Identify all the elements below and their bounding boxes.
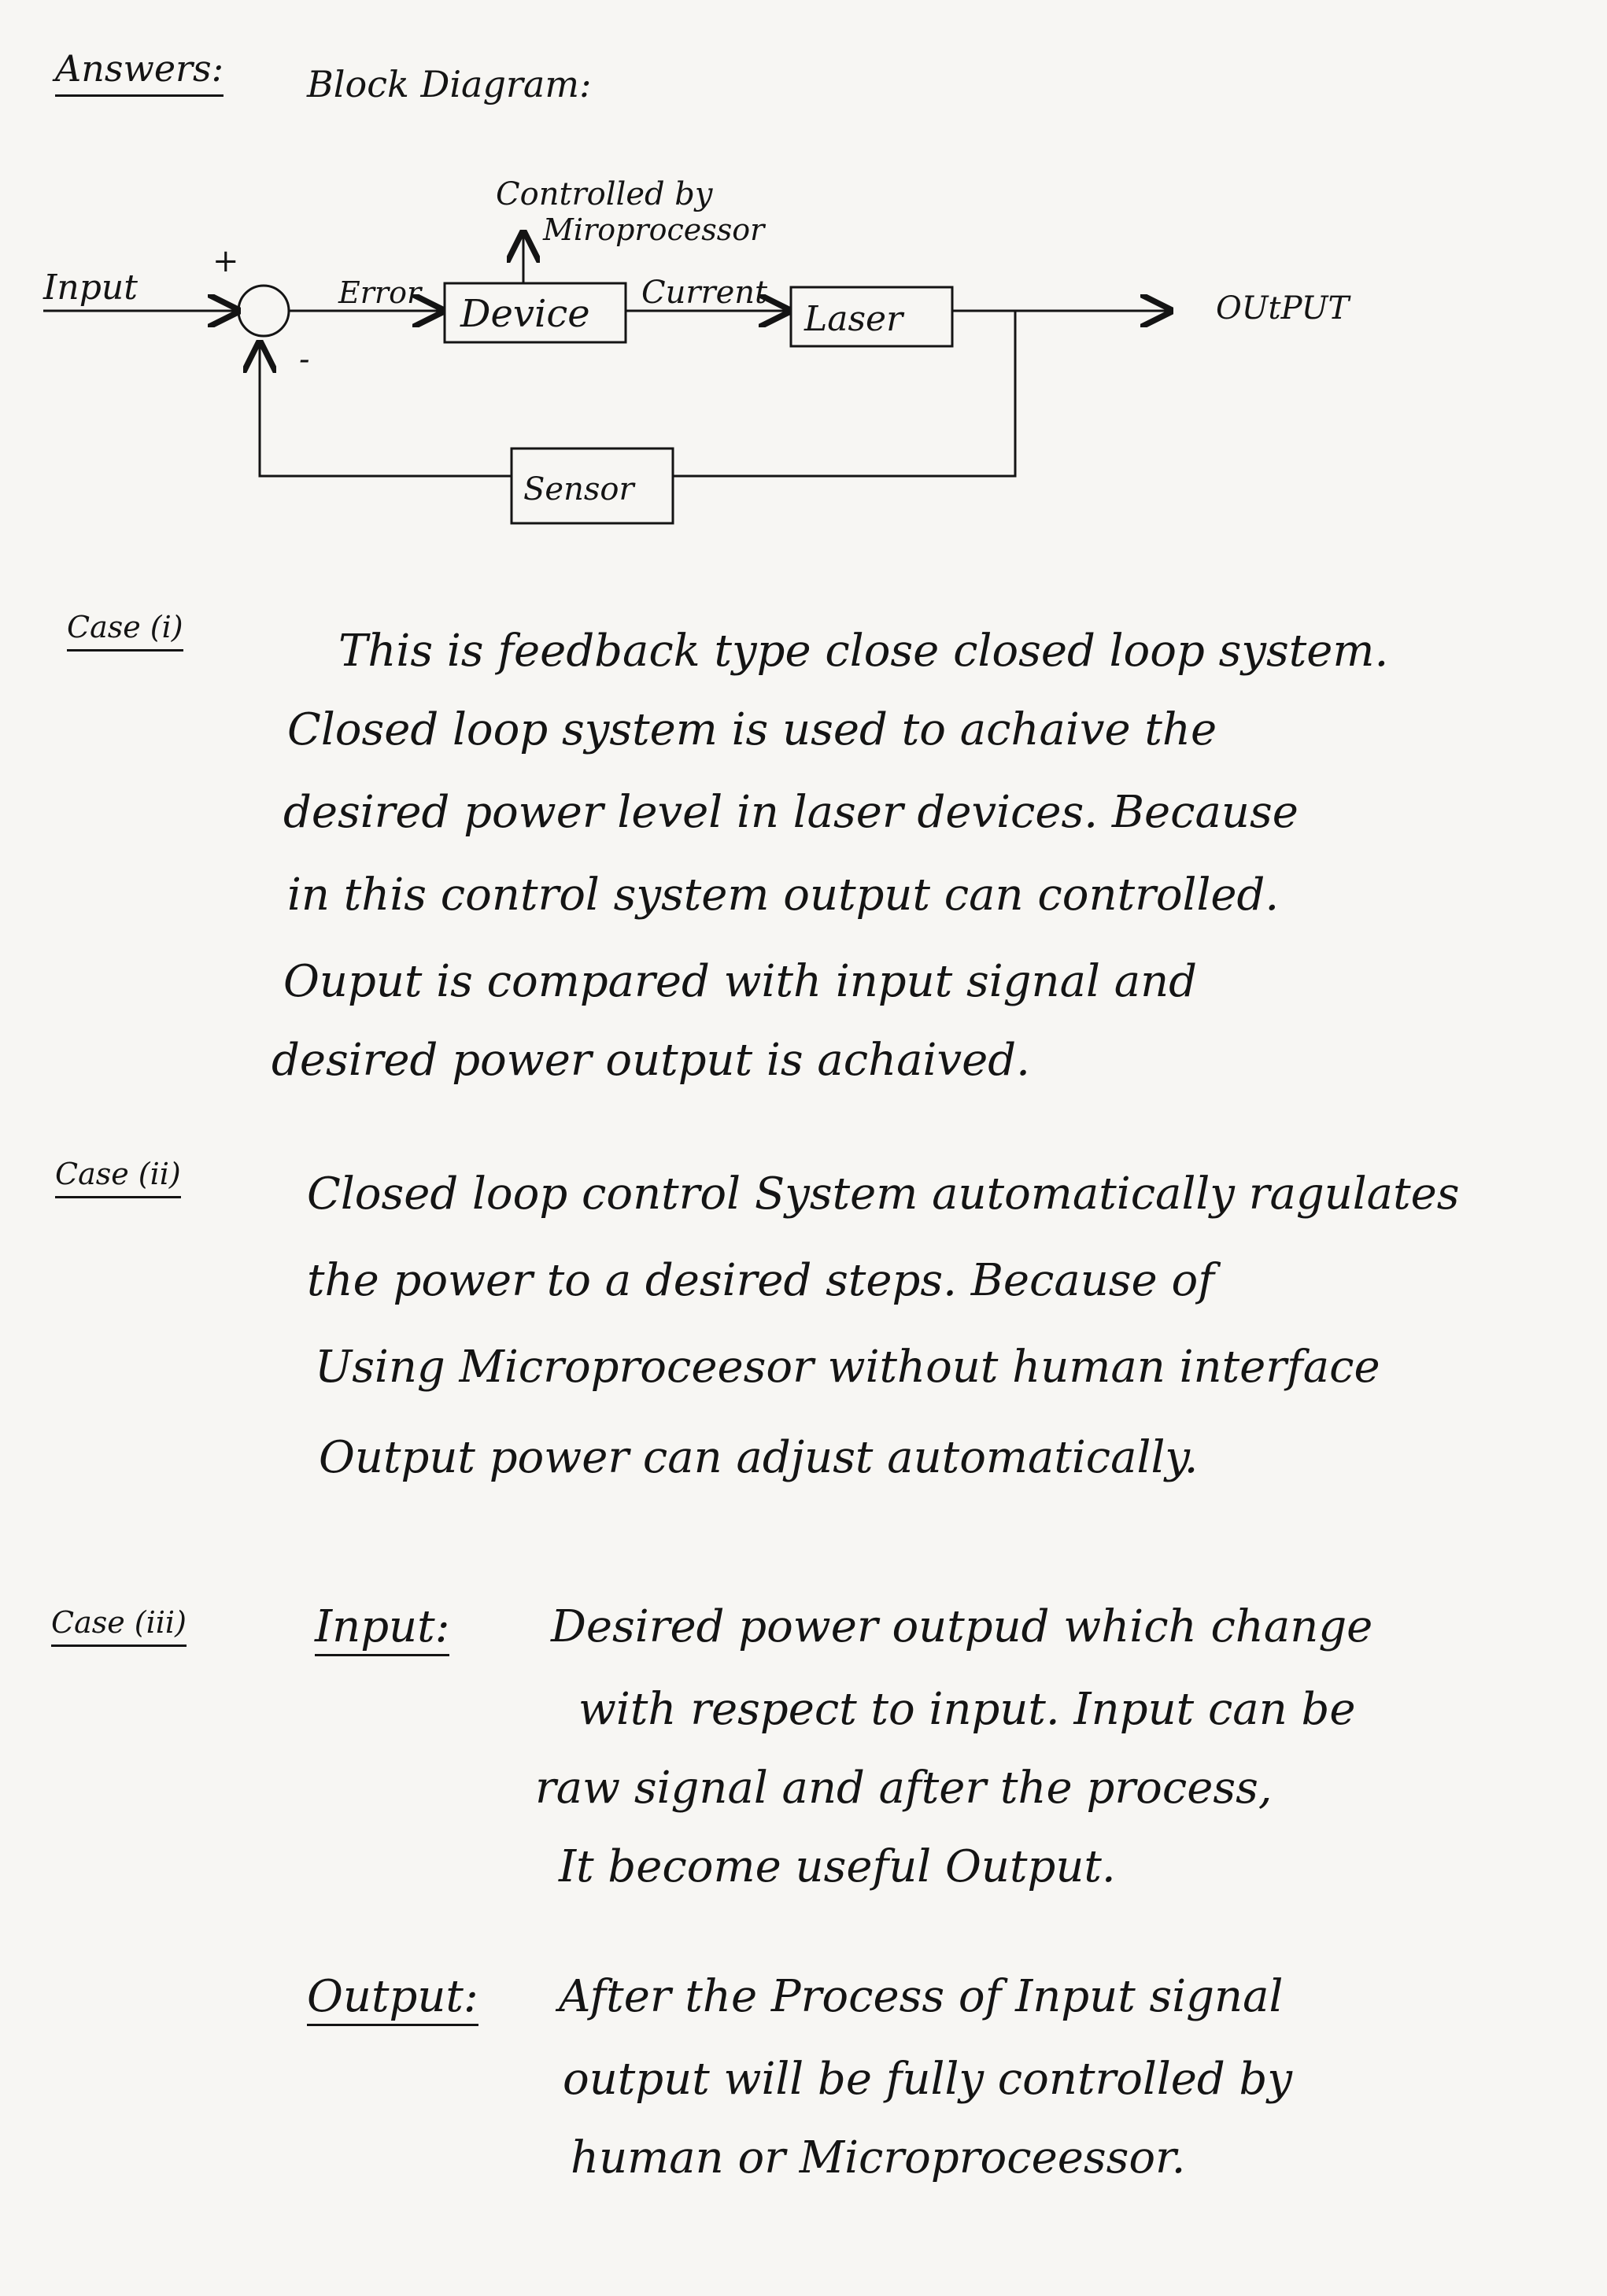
case-2-label: Case (ii): [55, 1157, 181, 1198]
controlled-by-text: Controlled by: [496, 176, 713, 212]
feedback-arrow: [260, 345, 512, 476]
case-3-output-label: Output:: [307, 1975, 478, 2026]
plus-sign: +: [212, 243, 239, 279]
case-3-output-line: output will be fully controlled by: [563, 2054, 1293, 2105]
case-3-output-line: human or Microproceessor.: [571, 2132, 1186, 2183]
case-1-line: This is feedback type close closed loop system.: [338, 626, 1389, 677]
output-text: OUtPUT: [1216, 290, 1350, 327]
diagram-title: Block Diagram:: [307, 63, 592, 105]
laser-text: Laser: [804, 299, 903, 339]
sensor-text: Sensor: [523, 471, 634, 508]
case-2-line: Output power can adjust automatically.: [319, 1432, 1199, 1483]
case-3-label: Case (iii): [51, 1605, 187, 1647]
case-3-input-line: Desired power outpud which change: [551, 1601, 1373, 1652]
case-2-line: Closed loop control System automatically ragulates: [307, 1168, 1460, 1220]
case-3-input-line: with respect to input. Input can be: [578, 1684, 1356, 1735]
current-text: Current: [641, 275, 768, 311]
summing-junction: [238, 286, 289, 336]
case-3-output-line: After the Process of Input signal: [559, 1971, 1284, 2022]
case-3-input-label: Input:: [315, 1605, 449, 1656]
device-text: Device: [460, 292, 590, 336]
case-1-line: in this control system output can controlled.: [287, 869, 1280, 921]
case-3-input-line: It become useful Output.: [559, 1841, 1116, 1892]
answers-label: Answers:: [55, 47, 224, 97]
case-3-input-line: raw signal and after the process,: [535, 1763, 1273, 1814]
block-diagram: [0, 142, 1607, 551]
input-text: Input: [43, 268, 138, 308]
case-1-line: Ouput is compared with input signal and: [283, 956, 1197, 1007]
minus-sign: -: [299, 341, 310, 378]
microprocessor-text: Miroprocessor: [543, 212, 765, 247]
case-1-label: Case (i): [67, 610, 183, 652]
case-2-line: Using Microproceesor without human interface: [315, 1342, 1380, 1393]
case-1-line: desired power output is achaived.: [272, 1035, 1030, 1086]
case-1-line: Closed loop system is used to achaive the: [287, 704, 1217, 755]
case-1-line: desired power level in laser devices. Because: [283, 787, 1299, 838]
error-text: Error: [338, 275, 422, 310]
case-2-line: the power to a desired steps. Because of: [307, 1255, 1214, 1306]
